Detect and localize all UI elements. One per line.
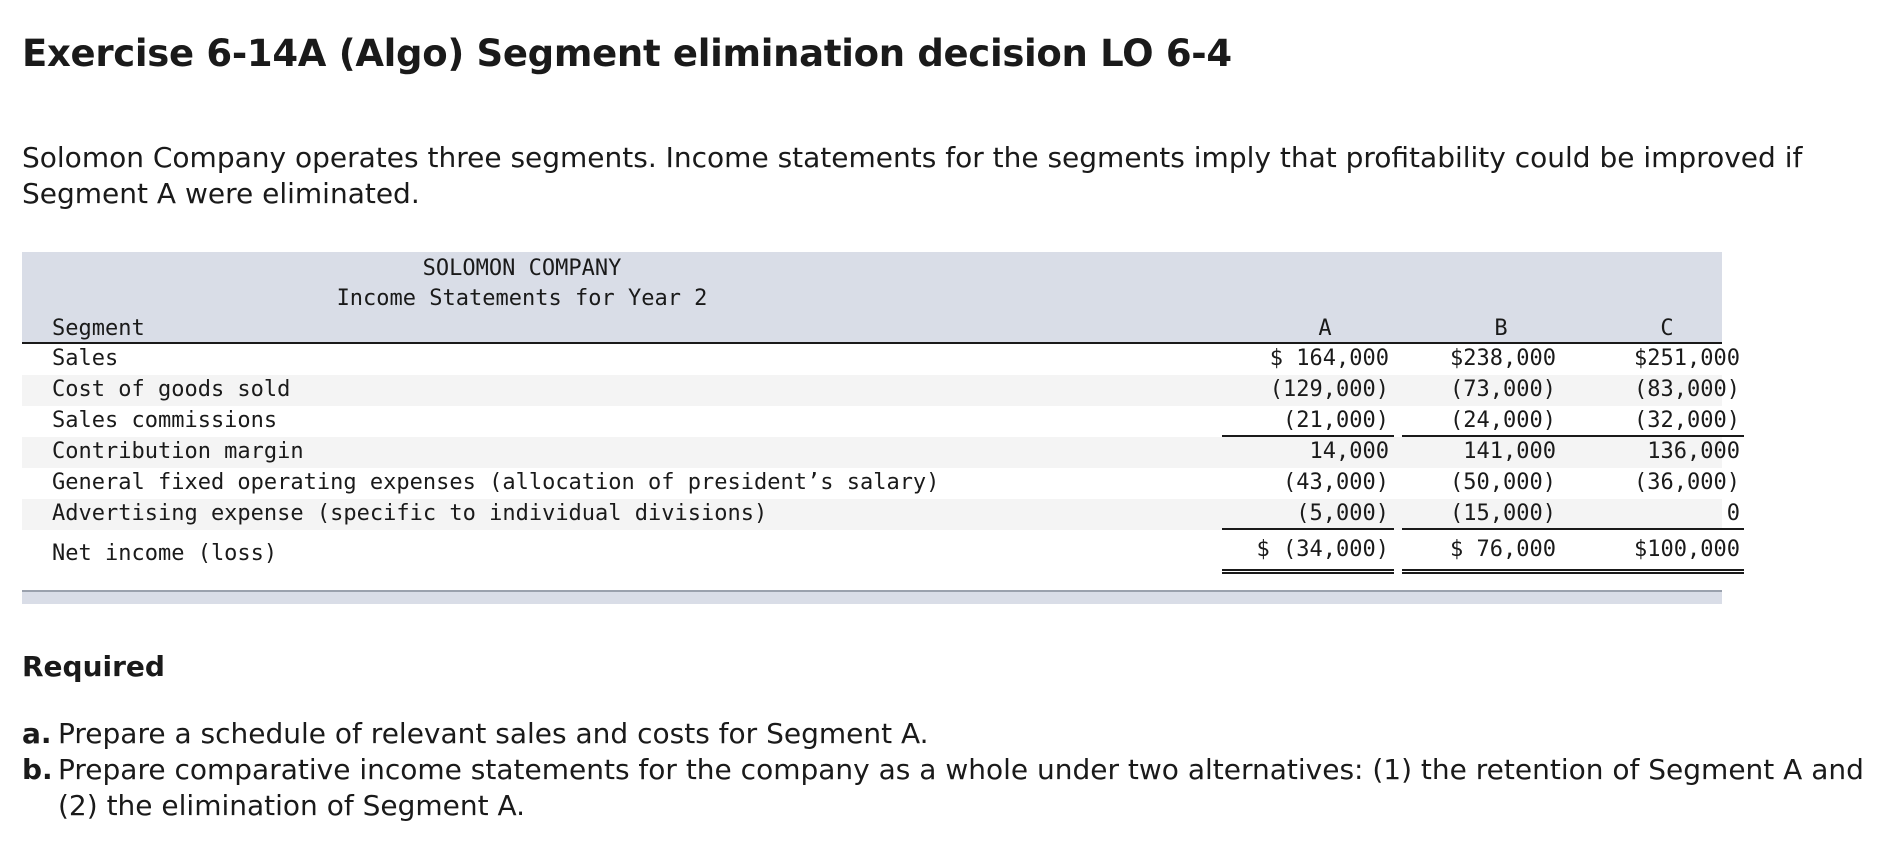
cell-a: $ 164,000 [1269,346,1389,371]
row-label: Contribution margin [52,439,304,464]
cell-c: $251,000 [1634,346,1740,371]
table-row-contribution-margin [22,437,1740,468]
cell-c: 0 [1572,501,1744,530]
cell-a: (5,000) [1222,501,1394,530]
requirement-item [22,716,1872,752]
requirement-letter: a. [22,717,52,750]
income-statement-table [22,252,1740,604]
intro-paragraph: Solomon Company operates three segments. Income statements for the segments imply that profitability could be improved if Segment A were eliminated. [22,141,1803,210]
cell-b: 141,000 [1463,439,1556,464]
cell-a: (43,000) [1283,470,1389,495]
segment-column-label: Segment [52,316,145,341]
table-row-net-income [22,535,1740,577]
row-label: General fixed operating expenses (allocation of president’s salary) [52,470,940,495]
row-label: Advertising expense (specific to individual divisions) [52,501,768,526]
cell-a: (129,000) [1269,377,1389,402]
cell-a: 14,000 [1309,439,1389,464]
statement-title: Income Statements for Year 2 [336,286,708,311]
cell-c: (36,000) [1634,470,1740,495]
requirement-text: Prepare comparative income statements for the company as a whole under two alternatives: (1) the retention of Segment A and (2) the elimination of Segment A. [58,753,1864,822]
cell-b: (15,000) [1402,501,1574,530]
cell-a: (21,000) [1222,408,1394,437]
cell-c: (83,000) [1634,377,1740,402]
column-header-c: C [1660,316,1674,341]
cell-a: $ (34,000) [1222,537,1394,574]
required-heading: Required [22,650,165,683]
cell-b: (73,000) [1450,377,1556,402]
cell-c: 136,000 [1647,439,1740,464]
table-row-sales-commissions [22,406,1740,437]
requirement-text: Prepare a schedule of relevant sales and costs for Segment A. [58,717,929,750]
cell-b: $ 76,000 [1402,537,1574,574]
cell-c: $100,000 [1572,537,1744,574]
table-row-sales [22,344,1740,375]
column-header-b: B [1494,316,1508,341]
company-name: SOLOMON COMPANY [422,256,622,281]
table-row-general-fixed-expenses [22,468,1740,499]
requirements-list [22,716,1872,824]
requirement-item [22,752,1872,824]
cell-b: $238,000 [1450,346,1556,371]
row-label: Sales [52,346,119,371]
cell-b: (50,000) [1450,470,1556,495]
column-header-a: A [1318,316,1332,341]
table-row-advertising-expense [22,499,1740,530]
exercise-title: Exercise 6-14A (Algo) Segment elimination decision LO 6-4 [22,32,1232,75]
table-footer-band [22,590,1722,604]
row-label: Sales commissions [52,408,278,433]
cell-b: (24,000) [1402,408,1574,437]
table-row-cost-of-goods-sold [22,375,1740,406]
cell-c: (32,000) [1572,408,1744,437]
requirement-letter: b. [22,753,53,786]
row-label: Cost of goods sold [52,377,291,402]
row-label: Net income (loss) [52,541,278,566]
